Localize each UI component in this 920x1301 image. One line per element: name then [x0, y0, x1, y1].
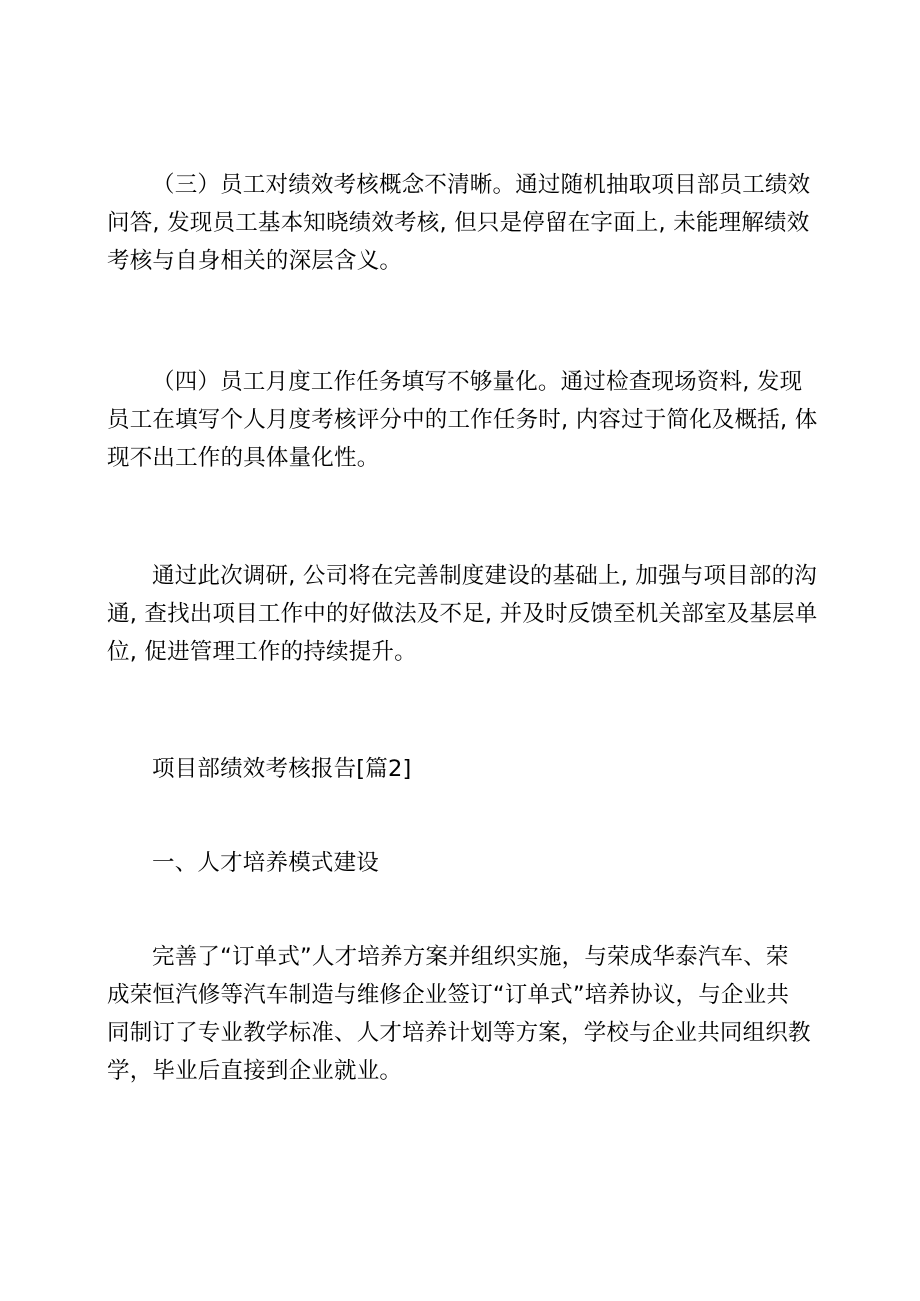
text-line: 考核与自身相关的深层含义。	[107, 248, 403, 274]
heading-text: 项目部绩效考核报告[篇2]	[152, 756, 412, 782]
text-line: 问答, 发现员工基本知晓绩效考核, 但只是停留在字面上, 未能理解绩效	[107, 210, 810, 236]
text-line: （三）员工对绩效考核概念不清晰。通过随机抽取项目部员工绩效	[152, 172, 811, 198]
text-line: 通过此次调研, 公司将在完善制度建设的基础上, 加强与项目部的沟	[152, 563, 818, 589]
section-heading-report-2	[107, 750, 827, 788]
text-line: 员工在填写个人月度考核评分中的工作任务时, 内容过于简化及概括, 体	[107, 407, 818, 433]
text-line: 现不出工作的具体量化性。	[107, 445, 380, 471]
text-line: 成荣恒汽修等汽车制造与维修企业签订“订单式”培养协议，与企业共	[107, 982, 790, 1008]
text-line: 通, 查找出项目工作中的好做法及不足, 并及时反馈至机关部室及基层单	[107, 601, 818, 627]
paragraph-employee-concept	[107, 166, 827, 280]
text-line: 完善了“订单式”人才培养方案并组织实施，与荣成华泰汽车、荣	[152, 944, 789, 970]
text-line: 学，毕业后直接到企业就业。	[107, 1058, 403, 1084]
text-line: 同制订了专业教学标准、人才培养计划等方案，学校与企业共同组织教	[107, 1020, 811, 1046]
paragraph-monthly-tasks	[107, 363, 827, 477]
paragraph-research-summary	[107, 557, 827, 671]
section-heading-talent-training	[107, 844, 827, 882]
text-line: 位, 促进管理工作的持续提升。	[107, 639, 417, 665]
heading-text: 一、人才培养模式建设	[152, 850, 380, 876]
text-line: （四）员工月度工作任务填写不够量化。通过检查现场资料, 发现	[152, 369, 803, 395]
paragraph-order-training	[107, 938, 827, 1090]
